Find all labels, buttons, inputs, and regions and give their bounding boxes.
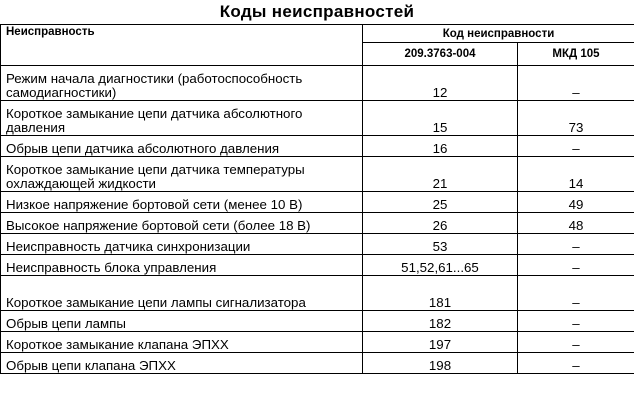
code-209: 182 bbox=[363, 311, 518, 332]
table-row bbox=[1, 136, 634, 157]
header-fault: Неисправность bbox=[1, 25, 363, 66]
table-row bbox=[1, 192, 634, 213]
code-mkd105: – bbox=[518, 353, 634, 374]
table-row bbox=[1, 213, 634, 234]
table-row bbox=[1, 66, 634, 101]
code-209: 181 bbox=[363, 276, 518, 311]
code-209: 21 bbox=[363, 157, 518, 192]
fault-name: Короткое замыкание клапана ЭПХХ bbox=[1, 332, 363, 353]
code-209: 12 bbox=[363, 66, 518, 101]
code-mkd105: 14 bbox=[518, 157, 634, 192]
fault-name: Короткое замыкание цепи датчика абсолютного давления bbox=[1, 101, 363, 136]
code-209: 197 bbox=[363, 332, 518, 353]
code-209: 198 bbox=[363, 353, 518, 374]
fault-name: Обрыв цепи клапана ЭПХХ bbox=[1, 353, 363, 374]
table-row bbox=[1, 101, 634, 136]
code-mkd105: – bbox=[518, 255, 634, 276]
table-row bbox=[1, 157, 634, 192]
code-209: 53 bbox=[363, 234, 518, 255]
table-row bbox=[1, 353, 634, 374]
table-row bbox=[1, 276, 634, 311]
fault-name: Низкое напряжение бортовой сети (менее 10 В) bbox=[1, 192, 363, 213]
code-mkd105: – bbox=[518, 276, 634, 311]
code-209: 16 bbox=[363, 136, 518, 157]
code-mkd105: 73 bbox=[518, 101, 634, 136]
fault-codes-table bbox=[0, 24, 634, 374]
header-ecu-mkd105: МКД 105 bbox=[518, 43, 634, 66]
fault-name: Режим начала диагностики (работоспособность самодиагностики) bbox=[1, 66, 363, 101]
table-row bbox=[1, 332, 634, 353]
code-209: 51,52,61...65 bbox=[363, 255, 518, 276]
fault-name: Обрыв цепи лампы bbox=[1, 311, 363, 332]
code-mkd105: – bbox=[518, 136, 634, 157]
table-row bbox=[1, 234, 634, 255]
code-mkd105: – bbox=[518, 332, 634, 353]
code-mkd105: 48 bbox=[518, 213, 634, 234]
code-mkd105: 49 bbox=[518, 192, 634, 213]
page-title: Коды неисправностей bbox=[219, 2, 415, 21]
table-row bbox=[1, 255, 634, 276]
code-209: 26 bbox=[363, 213, 518, 234]
fault-name: Короткое замыкание цепи датчика температуры охлаждающей жидкости bbox=[1, 157, 363, 192]
header-fault-code: Код неисправности bbox=[363, 25, 634, 43]
header-ecu-209: 209.3763-004 bbox=[363, 43, 518, 66]
fault-name: Неисправность блока управления bbox=[1, 255, 363, 276]
table-row bbox=[1, 311, 634, 332]
code-209: 15 bbox=[363, 101, 518, 136]
code-209: 25 bbox=[363, 192, 518, 213]
code-mkd105: – bbox=[518, 311, 634, 332]
fault-name: Неисправность датчика синхронизации bbox=[1, 234, 363, 255]
code-mkd105: – bbox=[518, 234, 634, 255]
fault-name: Высокое напряжение бортовой сети (более 18 В) bbox=[1, 213, 363, 234]
code-mkd105: – bbox=[518, 66, 634, 101]
fault-name: Обрыв цепи датчика абсолютного давления bbox=[1, 136, 363, 157]
fault-name: Короткое замыкание цепи лампы сигнализатора bbox=[1, 276, 363, 311]
